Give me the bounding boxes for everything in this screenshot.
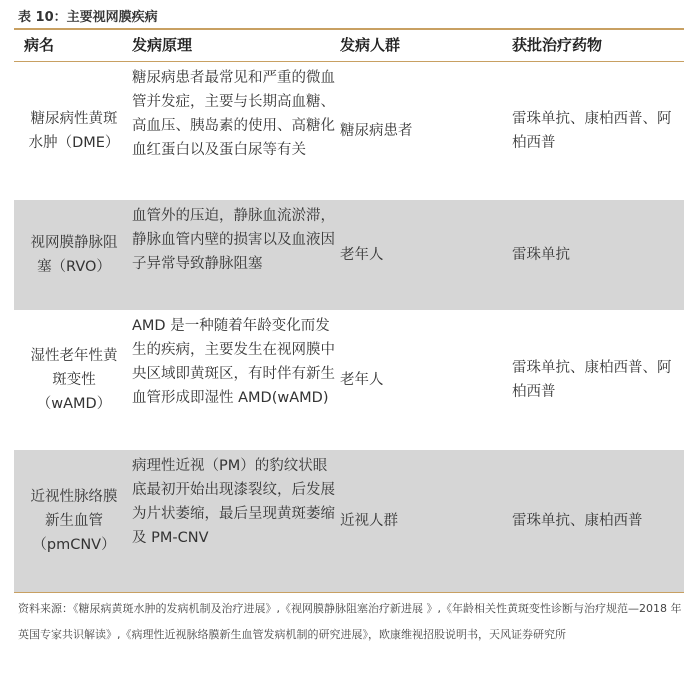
disease-drugs: 雷珠单抗、康柏西普、阿柏西普 [512, 111, 672, 151]
header-population: 发病人群 [340, 36, 401, 54]
table-row-rvo [14, 200, 684, 310]
table-row-pmcnv [14, 450, 684, 592]
source-note: 资料来源：《糖尿病黄斑水肿的发病机制及治疗进展》,《视网膜静脉阻塞治疗新进展 》,《年龄相关性黄斑变性诊断与治疗规范—2018 年英国专家共识解读》,《病理性近视脉络膜新生血管发病机制的研究进展》，欧康维视招股说明书，天风证券研究所 [18, 602, 682, 641]
disease-mechanism: 血管外的压迫，静脉血流淤滞，静脉血管内壁的损害以及血液因子异常导致静脉阻塞 [132, 208, 335, 272]
table-row-dme [14, 62, 684, 200]
table-bottom-rule [14, 592, 684, 593]
disease-population: 糖尿病患者 [340, 123, 413, 139]
disease-mechanism: AMD 是一种随着年龄变化而发生的疾病，主要发生在视网膜中央区域即黄斑区，有时伴有新生血管形成即湿性 AMD(wAMD) [132, 318, 335, 406]
table-title: 表 10：主要视网膜疾病 [18, 10, 158, 25]
disease-name: 湿性老年性黄斑变性（wAMD） [30, 348, 118, 412]
disease-population: 老年人 [340, 372, 384, 388]
disease-name: 近视性脉络膜新生血管（pmCNV） [30, 489, 118, 553]
disease-name: 视网膜静脉阻塞（RVO） [30, 235, 118, 275]
disease-population: 近视人群 [340, 513, 398, 529]
disease-drugs: 雷珠单抗、康柏西普 [512, 513, 643, 529]
header-disease-name: 病名 [24, 36, 55, 54]
table-row-wamd [14, 310, 684, 450]
disease-mechanism: 病理性近视（PM）的豹纹状眼底最初开始出现漆裂纹，后发展为片状萎缩，最后呈现黄斑萎缩及 PM-CNV [132, 458, 335, 546]
disease-name: 糖尿病性黄斑水肿（DME） [28, 111, 120, 151]
disease-mechanism: 糖尿病患者最常见和严重的微血管并发症，主要与长期高血糖、高血压、胰岛素的使用、高糖化血红蛋白以及蛋白尿等有关 [132, 70, 335, 158]
disease-population: 老年人 [340, 247, 384, 263]
disease-drugs: 雷珠单抗 [512, 247, 570, 263]
header-approved-drugs: 获批治疗药物 [512, 36, 603, 54]
header-mechanism: 发病原理 [132, 36, 193, 54]
disease-drugs: 雷珠单抗、康柏西普、阿柏西普 [512, 360, 672, 400]
